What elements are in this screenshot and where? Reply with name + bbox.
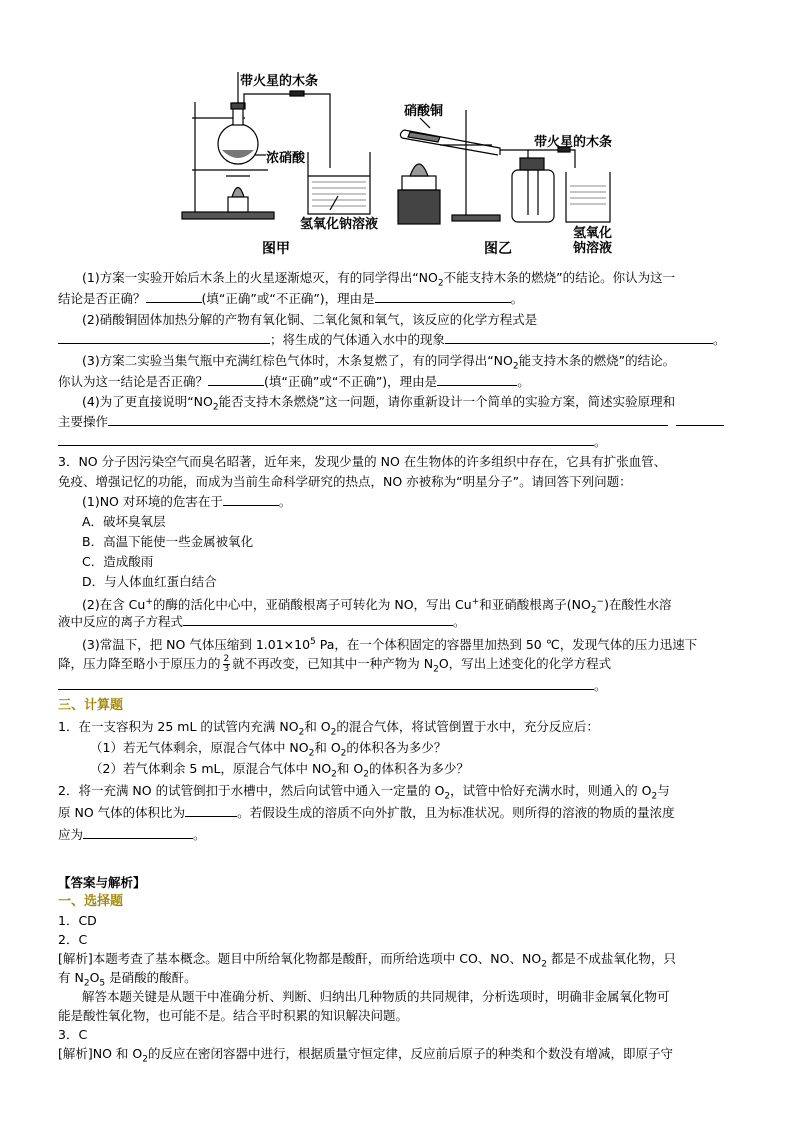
answer-blank[interactable]	[437, 373, 517, 386]
answer-blank[interactable]	[445, 331, 713, 344]
apparatus-figure	[0, 0, 794, 265]
answer-blank[interactable]	[83, 826, 193, 839]
answer-blank[interactable]	[108, 413, 668, 426]
label-copper-nitrate: 硝酸铜	[404, 104, 444, 119]
answer-blank[interactable]	[208, 373, 264, 386]
explanation-2-line1: [解析]本题考查了基本概念。题目中所给氧化物都是酸酐，而所给选项中 CO、NO、$NO_2$ 都是不成盐氧化物，只	[58, 951, 676, 970]
answer-2: 2．C	[58, 932, 88, 947]
label-naoh-a: 氢氧化钠溶液	[300, 217, 379, 232]
q3-sub1: (1)NO 对环境的危害在于 。	[82, 494, 292, 509]
q3-option-b: B．高温下能使一些金属被氧化	[82, 534, 254, 549]
label-naoh-b-1: 氢氧化	[573, 226, 613, 241]
label-splint-a: 带火星的木条	[240, 74, 319, 89]
q2-part3-line2: 你认为这一结论是否正确？ (填“正确”或“不正确”)，理由是 。	[58, 374, 530, 389]
calc-q1-stem: 1．在一支容积为 25 mL 的试管内充满 $NO_2$和 $O_2$的混合气体，将试管倒置于水中，充分反应后：	[58, 719, 599, 738]
label-splint-b: 带火星的木条	[534, 135, 613, 150]
q2-part4-line3: 。	[58, 432, 744, 452]
q3-sub2-line1: (2)在含 Cu+的酶的活化中心中，亚硝酸根离子可转化为 NO，写出 Cu+和亚硝酸根离子$(NO_2^-)$在酸性水溶	[82, 597, 672, 616]
label-naoh-b-2: 钠溶液	[573, 241, 613, 256]
figure-b-apparatus	[398, 110, 613, 224]
answer-1: 1．CD	[58, 913, 97, 928]
answer-blank[interactable]	[146, 290, 202, 303]
calc-q2-line1: 2．将一充满 NO 的试管倒扣于水槽中，然后向试管中通入一定量的 $O_2$，试管中恰好充满水时，则通入的 $O_2$与	[58, 783, 670, 802]
answer-blank[interactable]	[676, 413, 724, 426]
q3-option-d: D．与人体血红蛋白结合	[82, 574, 217, 589]
answer-blank[interactable]	[183, 613, 453, 626]
q2-part4-line2: 主要操作	[58, 412, 744, 432]
explanation-2-line3: 解答本题关键是从题干中准确分析、判断、归纳出几种物质的共同规律，分析选项时，明确非金属氧化物可	[82, 989, 670, 1004]
caption-figure-a: 图甲	[262, 241, 290, 257]
q3-sub3-line1: (3)常温下，把 NO 气体压缩到 $1.01\times 10^5$ Pa，在一个体积固定的容器里加热到 50 ℃，发现气体的压力迅速下	[82, 637, 698, 653]
answer-blank[interactable]	[375, 290, 511, 303]
explanation-3-line1: [解析]NO 和 $O_2$的反应在密闭容器中进行，根据质量守恒定律，反应前后原子的种类和个数没有增减，即原子守	[58, 1046, 673, 1065]
q3-sub2-line2: 液中反应的离子方程式 。	[58, 614, 466, 629]
caption-figure-b: 图乙	[484, 241, 512, 257]
calc-q1-part1: （1）若无气体剩余，原混合气体中 $NO_2$和 $O_2$的体积各为多少？	[90, 740, 447, 759]
q3-sub3-line2: 降，压力降至略小于原压力的 $\frac{2}{3}$ 就不再改变，已知其中一种产物为 $N_2O$，写出上述变化的化学方程式	[58, 654, 612, 675]
calc-q1-part2: （2）若气体剩余 5 mL，原混合气体中 $NO_2$和 $O_2$的体积各为多少？	[90, 761, 469, 780]
q2-part2-line1: (2)硝酸铜固体加热分解的产物有氧化铜、二氧化氮和氧气，该反应的化学方程式是	[82, 312, 538, 327]
q2-part2-line2: ；将生成的气体通入水中的现象 。	[58, 330, 744, 350]
q2-part1-line2: 结论是否正确？ (填“正确”或“不正确”)，理由是 。	[58, 291, 524, 306]
figure-a-apparatus	[182, 72, 370, 219]
calc-q2-line3: 应为 。	[58, 827, 206, 842]
calc-heading: 三、计算题	[58, 698, 124, 713]
answer-blank[interactable]	[58, 677, 594, 690]
q3-intro-line1: 3．NO 分子因污染空气而臭名昭著，近年来，发现少量的 NO 在生物体的许多组织中存在，它具有扩张血管、	[58, 454, 667, 469]
explanation-2-line4: 能是酸性氧化物，也可能不是。结合平时积累的知识解决问题。	[58, 1008, 409, 1023]
q3-sub3-line3: 。	[58, 676, 744, 696]
answer-blank[interactable]	[223, 493, 279, 506]
q2-part3-line1: (3)方案二实验当集气瓶中充满红棕色气体时，木条复燃了，有的同学得出“$NO_2$能支持木条的燃烧”的结论。	[82, 353, 676, 372]
answers-subheading: 一、选择题	[58, 894, 124, 909]
q3-option-c: C．造成酸雨	[82, 554, 154, 569]
explanation-2-line2: 有 $N_2O_5$ 是硝酸的酸酐。	[58, 970, 197, 989]
calc-q2-line2: 原 NO 气体的体积比为 。若假设生成的溶质不向外扩散，且为标准状况。则所得的溶液的物质的量浓度	[58, 805, 675, 820]
answer-blank[interactable]	[58, 433, 594, 446]
q2-part1-line1: (1)方案一实验开始后木条上的火星逐渐熄灭，有的同学得出“$NO_2$不能支持木条的燃烧”的结论。你认为这一	[82, 270, 676, 289]
q3-intro-line2: 免疫、增强记忆的功能，而成为当前生命科学研究的热点，NO 亦被称为“明星分子”。请回答下列问题：	[58, 474, 632, 489]
answer-blank[interactable]	[58, 331, 270, 344]
q3-option-a: A．破坏臭氧层	[82, 514, 166, 529]
answer-3: 3．C	[58, 1027, 88, 1042]
fraction-two-thirds: $\frac{2}{3}$	[223, 654, 230, 674]
answer-blank[interactable]	[185, 804, 237, 817]
q2-part4-line1: (4)为了更直接说明“$NO_2$能否支持木条燃烧”这一问题，请你重新设计一个简单的实验方案，简述实验原理和	[82, 394, 676, 413]
label-conc-nitric-acid: 浓硝酸	[266, 151, 306, 166]
answers-heading: 【答案与解析】	[58, 875, 146, 890]
